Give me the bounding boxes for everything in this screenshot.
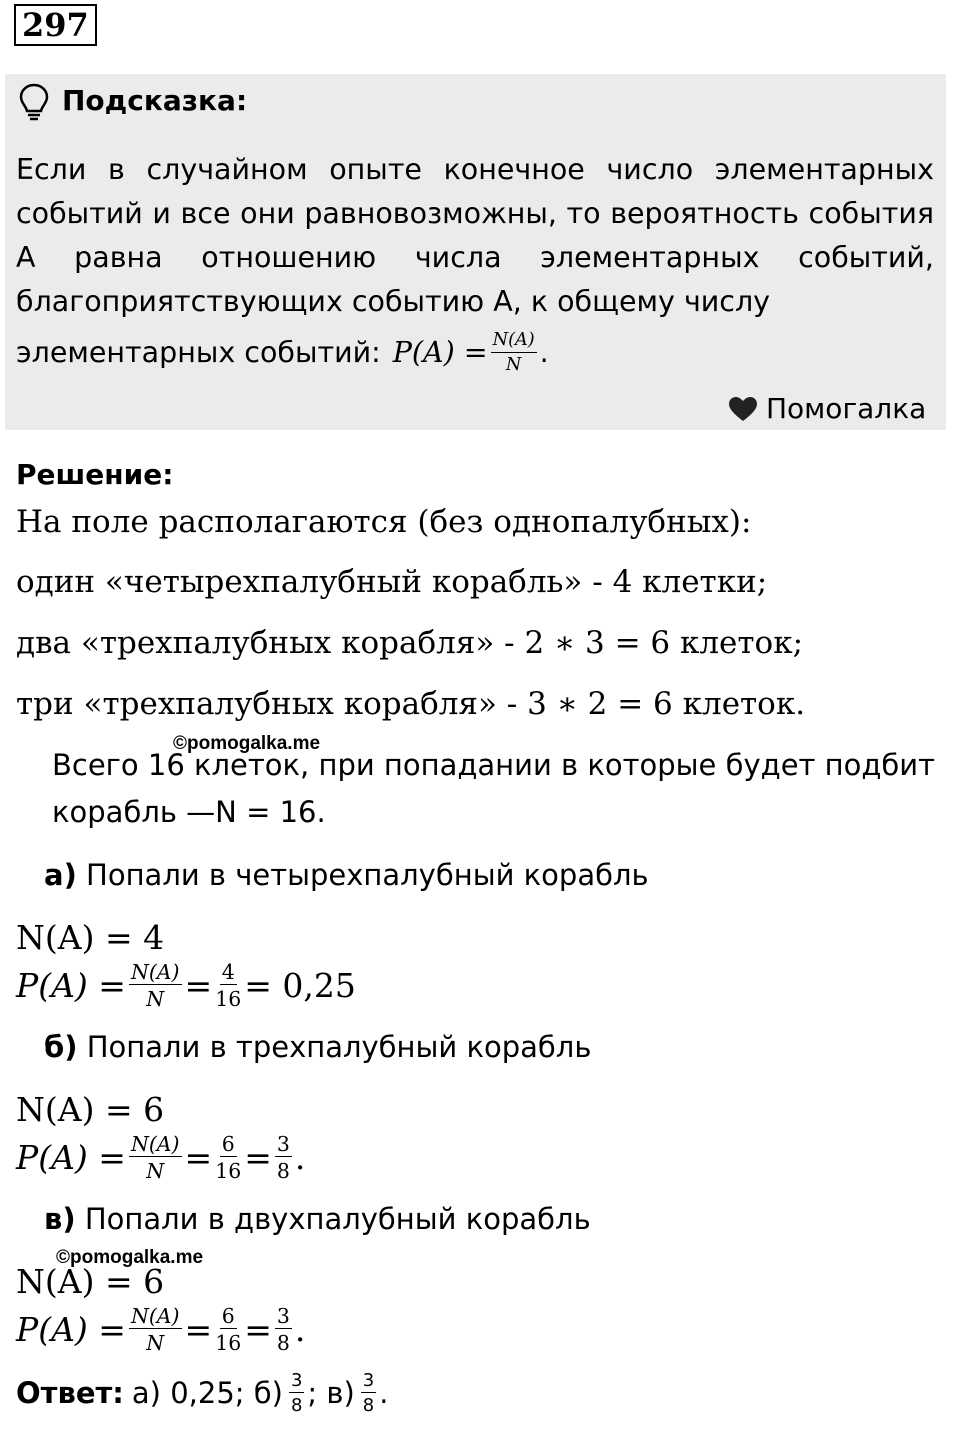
frac-num: N(A) [130,960,180,984]
hint-paragraph: Если в случайном опыте конечное число элементарных событий и все они равновозможны, то вероятность события А равна отношению числа элементарных событий, благоприятствующих событию А, к общему числу [16,153,934,318]
frac-num: 3 [290,1370,303,1391]
problem-number: 297 [14,4,97,46]
equals: = [184,1310,213,1350]
frac-den: 16 [215,1159,242,1184]
hint-formula-num: N(A) [491,332,537,353]
part-b-text: Попали в трехпалубный корабль [86,1030,592,1064]
part-c-label: в) [44,1202,76,1236]
equals: = [184,1138,213,1178]
watermark-1: ©pomogalka.me [173,733,321,754]
frac-den: N [146,1159,165,1184]
frac-num: 4 [221,960,235,984]
watermark-2: ©pomogalka.me [56,1247,204,1268]
equals: = [184,966,213,1006]
part-c-frac-3 [275,1306,292,1354]
solution-line-3: два «трехпалубных корабля» - 2 ∗ 3 = 6 клеток; [16,625,804,661]
part-a-p-line [16,962,356,1010]
frac-num: 6 [221,1304,235,1328]
hint-formula-line [16,328,549,378]
equals: = [244,1138,272,1178]
answer-label: Ответ: [16,1376,124,1411]
part-b-label: б) [44,1030,78,1064]
brand-signature [728,392,926,425]
answer-frac-b [289,1372,304,1415]
frac-num: 6 [221,1132,235,1156]
frac-num: 3 [362,1370,375,1391]
answer-end: . [379,1376,389,1411]
part-b-n-line: N(A) = 6 [16,1090,165,1129]
part-c-p-lhs: P(A) = [16,1310,126,1350]
part-a-frac-1 [129,962,182,1010]
part-b-p-line [16,1134,305,1182]
part-a-heading [44,858,649,892]
part-b-frac-2 [215,1134,241,1182]
hint-formula-lhs: P(A) = [392,336,488,369]
part-b-end: . [294,1138,306,1178]
hint-formula-end: . [539,336,549,369]
part-a-result: = 0,25 [244,966,356,1006]
solution-line-1: На поле располагаются (без однопалубных): [16,504,752,540]
hint-formula-fraction [491,329,537,375]
hint-title: Подсказка: [62,84,248,117]
frac-den: 8 [362,1394,375,1416]
part-c-text: Попали в двухпалубный корабль [84,1202,591,1236]
answer-mid: ; в) [307,1376,355,1411]
part-a-text: Попали в четырехпалубный корабль [86,858,649,892]
part-b-frac-3 [275,1134,292,1182]
frac-num: 3 [276,1132,290,1156]
brand-name: Помогалка [766,392,927,425]
part-c-n-line: N(A) = 6 [16,1262,165,1301]
part-a-label: а) [44,858,77,892]
frac-den: N [146,1331,165,1356]
frac-den: N [146,987,165,1012]
frac-num: N(A) [130,1304,180,1328]
part-b-heading [44,1030,591,1064]
part-b-frac-1 [129,1134,182,1182]
frac-den: 8 [290,1394,303,1416]
part-c-p-line [16,1306,305,1354]
part-c-frac-1 [129,1306,182,1354]
answer-frac-c [361,1372,376,1415]
answer-part-a: а) 0,25; б) [131,1376,283,1411]
part-c-frac-2 [215,1306,241,1354]
frac-num: 3 [276,1304,290,1328]
hint-formula-den: N [505,354,522,375]
frac-num: N(A) [130,1132,180,1156]
lightbulb-icon [18,82,50,124]
part-c-end: . [294,1310,306,1350]
frac-den: 16 [215,987,242,1012]
total-line-1: Всего 16 клеток, при попадании в которые будет подбит [52,748,936,782]
part-a-frac-2 [215,962,241,1010]
answer-line [16,1372,388,1415]
part-a-p-lhs: P(A) = [16,966,126,1006]
equals: = [244,1310,272,1350]
part-c-heading [44,1202,591,1236]
frac-den: 16 [215,1331,242,1356]
solution-line-4: три «трехпалубных корабля» - 3 ∗ 2 = 6 клеток. [16,686,806,722]
heart-icon [728,396,758,422]
solution-heading: Решение: [16,458,174,491]
solution-line-2: один «четырехпалубный корабль» - 4 клетки; [16,564,768,600]
hint-formula-prefix: элементарных событий: [16,336,381,369]
frac-den: 8 [276,1331,290,1356]
part-b-p-lhs: P(A) = [16,1138,126,1178]
frac-den: 8 [276,1159,290,1184]
part-a-n-line: N(A) = 4 [16,918,165,957]
total-line-2: корабль —N = 16. [52,795,326,829]
